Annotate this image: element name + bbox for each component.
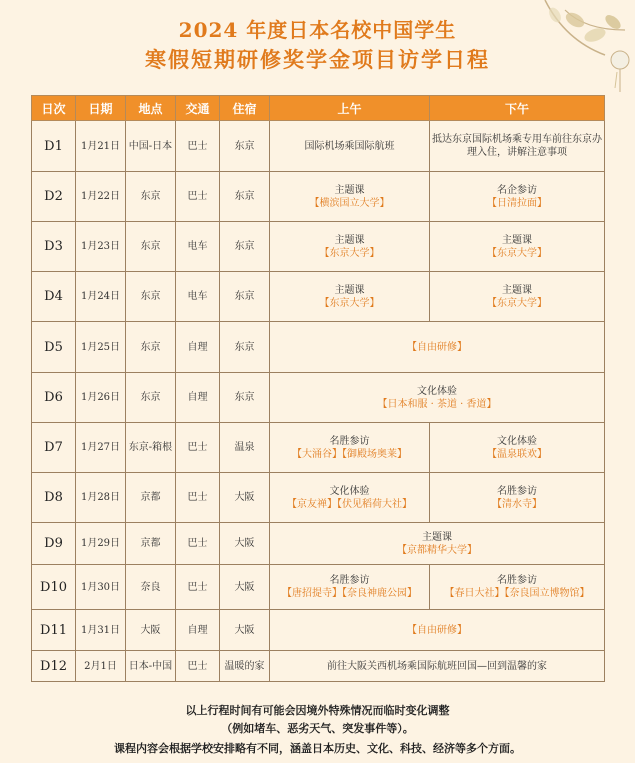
transport-cell: 自理 — [176, 322, 220, 373]
activity-title: 主题课 — [502, 284, 532, 296]
activity-location: 【东京大学】 — [319, 247, 380, 259]
lodging-cell: 东京 — [220, 172, 270, 222]
activity-title: 国际机场乘国际航班 — [304, 140, 395, 152]
lodging-cell: 东京 — [220, 222, 270, 272]
afternoon-cell — [430, 423, 605, 473]
activity-title: 前往大阪关西机场乘国际航班回国—回到温馨的家 — [327, 660, 547, 672]
table-row — [32, 322, 605, 373]
note-line-2: （例如堵车、恶劣天气、突发事件等）。 — [221, 722, 414, 735]
date-cell: 1月27日 — [76, 423, 126, 473]
header-lodging: 住宿 — [220, 96, 270, 121]
lodging-cell: 大阪 — [220, 523, 270, 565]
full-day-cell — [270, 373, 605, 423]
day-cell: D2 — [32, 172, 76, 222]
full-day-cell — [270, 610, 605, 651]
date-cell: 1月25日 — [76, 322, 126, 373]
lodging-cell: 温泉 — [220, 423, 270, 473]
lodging-cell: 东京 — [220, 272, 270, 322]
activity-title: 主题课 — [334, 234, 365, 246]
date-cell: 1月29日 — [76, 523, 126, 565]
activity-title: 名胜参访 — [497, 575, 537, 586]
afternoon-cell — [430, 222, 605, 272]
morning-cell — [270, 423, 430, 473]
transport-cell: 巴士 — [176, 121, 220, 172]
place-cell: 京都 — [126, 473, 176, 523]
place-cell: 大阪 — [126, 610, 176, 651]
activity-title: 名胜参访 — [497, 485, 537, 497]
table-row — [32, 610, 605, 651]
lodging-cell: 大阪 — [220, 473, 270, 523]
activity-location: 【东京大学】 — [319, 297, 380, 309]
header-transport: 交通 — [176, 96, 220, 121]
activity-title: 文化体验 — [497, 435, 537, 447]
day-cell: D5 — [32, 322, 76, 373]
afternoon-cell — [430, 121, 605, 172]
table-row — [32, 473, 605, 523]
full-day-cell — [270, 322, 605, 373]
activity-title: 文化体验 — [417, 385, 457, 397]
header-day: 日次 — [32, 96, 76, 121]
place-cell: 东京 — [126, 322, 176, 373]
day-cell: D3 — [32, 222, 76, 272]
afternoon-cell — [430, 565, 605, 610]
place-cell: 东京 — [126, 172, 176, 222]
transport-cell: 巴士 — [176, 172, 220, 222]
day-cell: D4 — [32, 272, 76, 322]
table-row — [32, 373, 605, 423]
place-cell: 京都 — [126, 523, 176, 565]
place-cell: 东京 — [126, 272, 176, 322]
date-cell: 1月28日 — [76, 473, 126, 523]
full-day-cell — [270, 651, 605, 682]
morning-cell — [270, 172, 430, 222]
header-date: 日期 — [76, 96, 126, 121]
day-cell: D12 — [32, 651, 76, 682]
activity-title: 文化体验 — [329, 485, 370, 497]
title-line-1: 2024 年度日本名校中国学生 — [178, 18, 457, 42]
table-row — [32, 172, 605, 222]
day-cell: D11 — [32, 610, 76, 651]
lodging-cell: 温暖的家 — [220, 651, 270, 682]
activity-location: 【自由研修】 — [407, 341, 467, 353]
activity-title: 主题课 — [334, 284, 365, 296]
activity-location: 【清水寺】 — [492, 498, 542, 510]
table-row — [32, 523, 605, 565]
place-cell: 日本-中国 — [126, 651, 176, 682]
lodging-cell: 东京 — [220, 373, 270, 423]
header-morning: 上午 — [270, 96, 430, 121]
date-cell: 1月21日 — [76, 121, 126, 172]
note-line-3: 课程内容会根据学校安排略有不同，涵盖日本历史、文化、科技、经济等多个方面。 — [114, 742, 521, 755]
morning-cell — [270, 473, 430, 523]
morning-cell — [270, 565, 430, 610]
table-row — [32, 272, 605, 322]
lodging-cell: 东京 — [220, 322, 270, 373]
day-cell: D8 — [32, 473, 76, 523]
lodging-cell: 大阪 — [220, 610, 270, 651]
header-place: 地点 — [126, 96, 176, 121]
place-cell: 东京-箱根 — [126, 423, 176, 473]
activity-location: 【大涌谷】【御殿场奥莱】 — [292, 448, 407, 460]
day-cell: D1 — [32, 121, 76, 172]
transport-cell: 巴士 — [176, 651, 220, 682]
date-cell: 1月31日 — [76, 610, 126, 651]
afternoon-cell — [430, 172, 605, 222]
activity-location: 【东京大学】 — [487, 247, 547, 259]
activity-location: 【春日大社】【奈良国立博物馆】 — [444, 588, 590, 599]
afternoon-cell — [430, 473, 605, 523]
date-cell: 1月22日 — [76, 172, 126, 222]
table-header-row — [32, 96, 605, 121]
afternoon-cell — [430, 272, 605, 322]
table-row — [32, 121, 605, 172]
activity-title: 主题课 — [422, 531, 452, 543]
activity-location: 【东京大学】 — [487, 297, 547, 309]
place-cell: 中国-日本 — [126, 121, 176, 172]
transport-cell: 电车 — [176, 272, 220, 322]
date-cell: 1月26日 — [76, 373, 126, 423]
activity-location: 【京都精华大学】 — [397, 544, 477, 556]
date-cell: 1月30日 — [76, 565, 126, 610]
day-cell: D7 — [32, 423, 76, 473]
activity-location: 【温泉联欢】 — [487, 448, 547, 460]
morning-cell — [270, 222, 430, 272]
transport-cell: 巴士 — [176, 565, 220, 610]
lodging-cell: 大阪 — [220, 565, 270, 610]
activity-location: 【自由研修】 — [407, 624, 467, 636]
place-cell: 东京 — [126, 373, 176, 423]
table-row — [32, 651, 605, 682]
date-cell: 1月24日 — [76, 272, 126, 322]
place-cell: 东京 — [126, 222, 176, 272]
table-row — [32, 423, 605, 473]
day-cell: D6 — [32, 373, 76, 423]
place-cell: 奈良 — [126, 565, 176, 610]
schedule-table — [31, 95, 605, 682]
date-cell: 1月23日 — [76, 222, 126, 272]
transport-cell: 巴士 — [176, 523, 220, 565]
transport-cell: 自理 — [176, 610, 220, 651]
transport-cell: 自理 — [176, 373, 220, 423]
activity-location: 【日本和服 · 茶道 · 香道】 — [377, 398, 497, 410]
header-afternoon: 下午 — [430, 96, 605, 121]
date-cell: 2月1日 — [76, 651, 126, 682]
activity-title: 名胜参访 — [329, 575, 370, 586]
activity-title: 主题课 — [334, 184, 365, 196]
transport-cell: 巴士 — [176, 473, 220, 523]
activity-title: 名胜参访 — [329, 435, 370, 447]
activity-location: 【京友禅】【伏见稻荷大社】 — [287, 498, 412, 510]
activity-location: 【唐招提寺】【奈良神鹿公园】 — [282, 588, 417, 599]
activity-title: 名企参访 — [497, 184, 537, 196]
lodging-cell: 东京 — [220, 121, 270, 172]
transport-cell: 电车 — [176, 222, 220, 272]
day-cell: D9 — [32, 523, 76, 565]
activity-title: 抵达东京国际机场乘专用车前往东京办理入住，讲解注意事项 — [432, 134, 602, 158]
activity-location: 【横滨国立大学】 — [309, 197, 390, 209]
activity-title: 主题课 — [502, 234, 532, 246]
note-line-1: 以上行程时间有可能会因境外特殊情况而临时变化调整 — [185, 704, 450, 717]
activity-location: 【日清拉面】 — [487, 197, 547, 209]
full-day-cell — [270, 523, 605, 565]
table-row — [32, 565, 605, 610]
table-row — [32, 222, 605, 272]
day-cell: D10 — [32, 565, 76, 610]
morning-cell — [270, 121, 430, 172]
transport-cell: 巴士 — [176, 423, 220, 473]
title-line-2: 寒假短期研修奖学金项目访学日程 — [145, 47, 490, 72]
morning-cell — [270, 272, 430, 322]
